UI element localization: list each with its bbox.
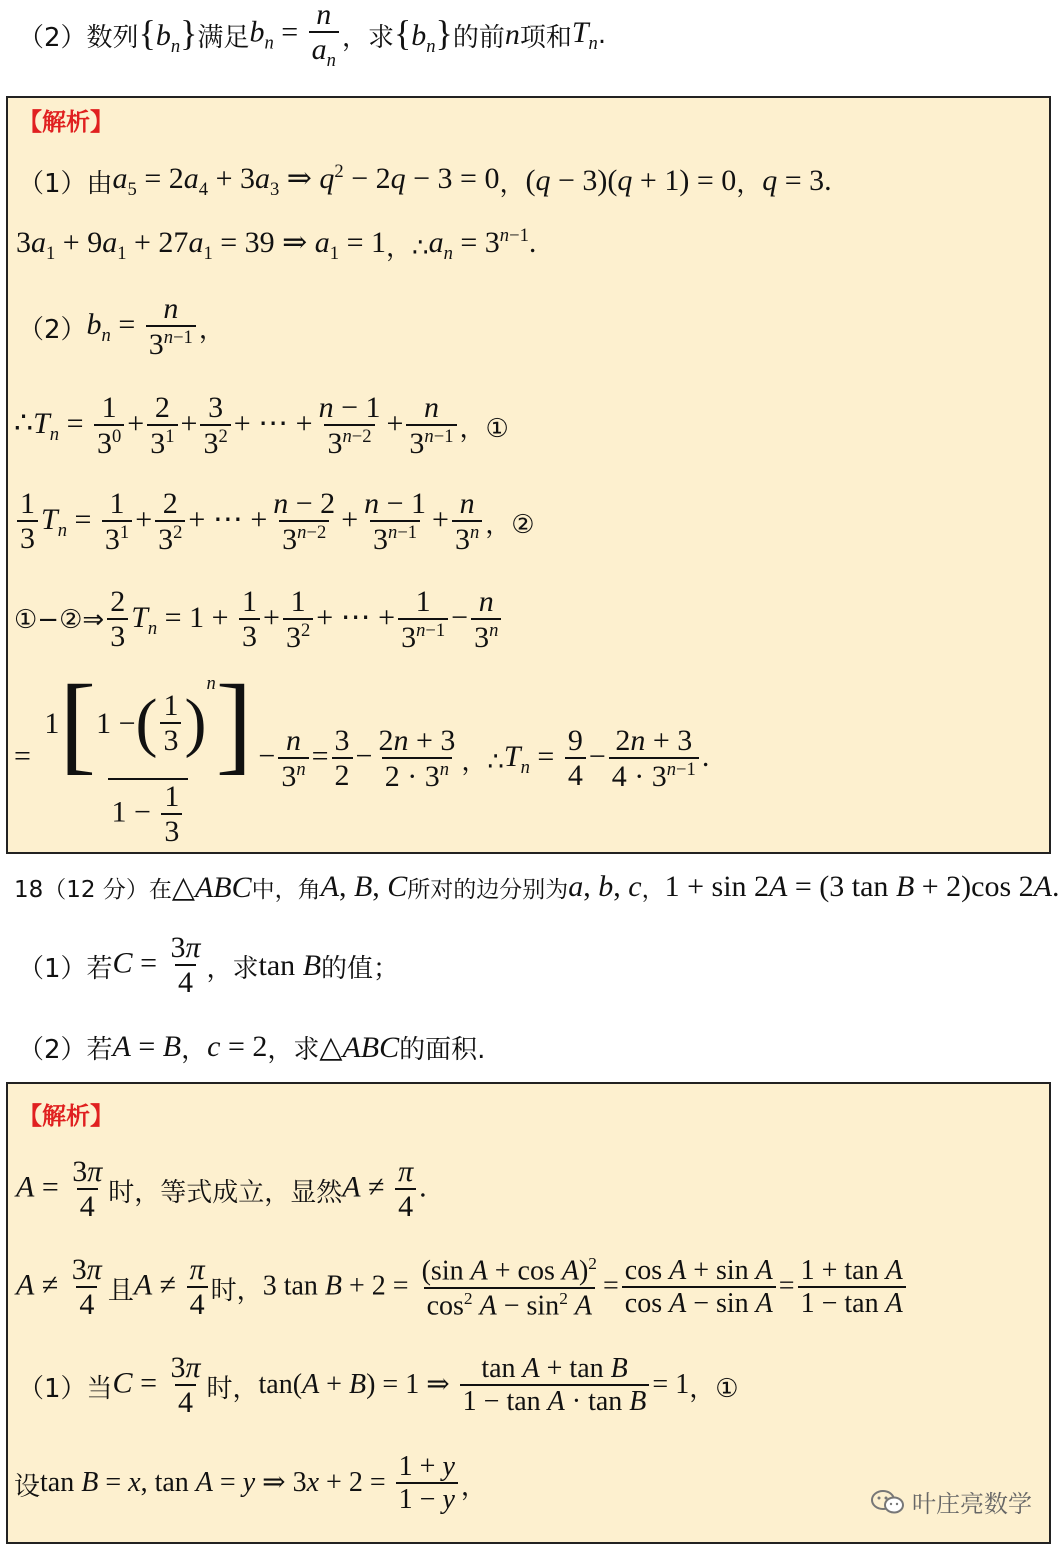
sol1-line-5: [14, 484, 535, 560]
sol1-l3-math: $b_n$ = $\frac{n}{3^{n-1}}$: [87, 292, 199, 363]
wechat-icon: [870, 1488, 906, 1516]
p18-q2-sep2: ，求: [267, 1034, 320, 1065]
sol1-l2-sep: ，∴: [386, 232, 429, 263]
sol1-line-3: [18, 292, 225, 362]
sol2-l3-pre: （1）当: [18, 1373, 113, 1404]
sol2-l4-pre: 设: [14, 1471, 41, 1502]
sol1-line-1: [18, 158, 832, 204]
sol2-l1-math-a: A = $\frac{3\pi}{4}$: [16, 1155, 103, 1224]
q2-text-1: 数列: [86, 22, 139, 53]
sol1-l3-end: ，: [198, 314, 225, 345]
sol2-l1-math-b: A ≠ $\frac{\pi}{4}$ .: [342, 1155, 427, 1224]
sol2-l3-mark: ，①: [689, 1373, 739, 1404]
problem-18-line: [14, 864, 1060, 910]
p18-q1-end: 的值；: [321, 953, 400, 984]
sol1-l1-sep2: ，: [736, 168, 763, 199]
p18-text-d: ，: [641, 876, 665, 903]
sol1-l5-math: $\frac{1}{3}$ $T_n$ = $\frac{1}{3^1}$ + $\frac{2}{3^2}$ + ⋯ + $\frac{n - 2}{3^{n-2}}$ + $\frac{n - 1}{3^{n-1}}$ + $\frac{n}{3^n}$: [14, 487, 485, 558]
p18-text-a: 18（12 分）在: [14, 876, 172, 903]
sol2-line-4: [14, 1446, 487, 1522]
problem-18-q1: [18, 930, 399, 1002]
p18-math-sides: a, b, c: [568, 870, 642, 903]
sol1-l7-math-a: = 1 [ 1 − ( $\frac{1}{3}$ ) $^n$ ] 1 − $\frac{1}{3}$ − $\frac{n}{3^n}$ = $\frac{3}{2}$ − $\frac{2n + 3}{2 \cdot 3^n}$: [14, 662, 456, 849]
q2-math-bn: $\{b_n\}$: [138, 13, 198, 57]
sol1-l4-mark: ，①: [459, 413, 509, 444]
sol2-l4-end: ，: [460, 1471, 487, 1502]
p18-q2-pre: （2）若: [18, 1034, 113, 1065]
solution-title-1: 【解析】: [18, 108, 114, 136]
sol1-line-6: [14, 582, 504, 658]
p18-text-b: 中，角: [251, 876, 321, 903]
q2-text-2: 满足: [197, 22, 250, 53]
sol1-l2-math-b: $a_n = 3^{n-1}$.: [428, 225, 537, 264]
sol2-line-3: [18, 1348, 739, 1424]
sol2-l1-mid: 时，等式成立，显然: [108, 1177, 343, 1208]
sol2-l2-mid2: 时，: [210, 1275, 263, 1306]
sol2-l2-mid1: 且: [107, 1275, 134, 1306]
p18-q2-math-ab: A = B: [112, 1030, 182, 1063]
sol2-l4-math: tan B = x, tan A = y ⇒ 3x + 2 = $\frac{1 + y}{1 - y}$: [40, 1452, 461, 1517]
sol1-line-4: [14, 388, 509, 464]
p18-q1-math-tan: tan B: [258, 949, 322, 982]
sol1-l1-math-a: $a_5 = 2a_4 + 3a_3$ ⇒ $q^2 - 2q - 3 = 0$: [112, 161, 500, 200]
p18-text-c: 所对的边分别为: [407, 876, 569, 903]
problem-18-q2: [18, 1024, 485, 1070]
sol1-l6-math: $\frac{2}{3}$ $T_n = 1$ + $\frac{1}{3}$ + $\frac{1}{3^2}$ + ⋯ + $\frac{1}{3^{n-1}}$ − $\frac{n}{3^n}$: [104, 585, 504, 656]
p18-q1-math-c: C = $\frac{3\pi}{4}$: [112, 931, 201, 1000]
sol1-line-2: [16, 222, 536, 268]
sol2-l2-math-c: 3 tan B + 2 = $\frac{(\sin A + \cos A)^2}{\cos^2 A - \sin^2 A}$ = $\frac{\text{cos A + sin A}}{\text{cos A − sin A}}$ = $\frac{\text{1 + tan A}}{\text{1 − tan A}}$: [263, 1254, 909, 1323]
sol1-l2-math-a: $3a_1 + 9a_1 + 27a_1 = 39$ ⇒ $a_1 = 1$: [16, 226, 387, 264]
sol1-l1-sep1: ，: [499, 168, 526, 199]
watermark-text: 叶庄亮数学: [912, 1490, 1032, 1518]
sol1-l7-math-b: $T_n$ = $\frac{9}{4}$ − $\frac{2n + 3}{4 \cdot 3^{n-1}}$ .: [503, 723, 710, 793]
sol1-line-7: [14, 662, 710, 849]
sol1-l5-mark: ，②: [485, 509, 535, 540]
p18-math-eq: 1 + sin 2A = (3 tan B + 2)cos 2A.: [664, 870, 1060, 903]
sol1-l4-math: $\therefore T_n$ = $\frac{1}{3^0}$ + $\frac{2}{3^1}$ + $\frac{3}{3^2}$ + ⋯ + $\frac{n - 1}{3^{n-2}}$ + $\frac{n}{3^{n-1}}$: [14, 391, 460, 462]
p18-math-tri: △ABC: [171, 870, 252, 904]
sol2-line-1: [16, 1154, 427, 1226]
sol1-l7-sep: ，∴: [461, 746, 504, 777]
p18-q2-end: 的面积.: [399, 1034, 486, 1065]
sol2-l3-mid: 时，: [206, 1373, 259, 1404]
sol2-l2-math-b: A ≠ $\frac{\pi}{4}$: [134, 1253, 211, 1323]
q2-math-bn2: $\{b_n\}$: [393, 13, 453, 57]
sol1-l3-label: （2）: [18, 314, 87, 345]
p18-q1-mid: ，求: [206, 953, 259, 984]
q2-math-n: n: [504, 18, 520, 51]
sol1-l1-math-b: (q − 3)(q + 1) = 0: [525, 164, 737, 197]
sol1-l6-pre: ①−②⇒: [14, 605, 105, 635]
q2-text-6: .: [597, 20, 607, 50]
sol1-l1-math-c: q = 3.: [762, 164, 832, 197]
q2-text-4: 的前: [452, 22, 505, 53]
p18-q2-math-c: c = 2: [207, 1030, 268, 1063]
q2-math-def: $b_n$ = $\frac{n}{a_n}$: [249, 0, 342, 72]
sol2-l3-math-a: C = $\frac{3\pi}{4}$: [112, 1351, 201, 1420]
watermark: [870, 1484, 1032, 1519]
p18-q2-sep1: ，: [181, 1034, 208, 1065]
question-2-line: [18, 0, 606, 70]
p18-math-abc: A, B, C: [320, 870, 408, 903]
sol1-l1-label: （1）由: [18, 168, 113, 199]
q2-label: （2）: [18, 22, 87, 53]
solution-title-2: 【解析】: [18, 1102, 114, 1130]
sol2-l3-math-b: tan(A + B) = 1 ⇒ $\frac{\text{tan A + tan B}}{\text{1 − tan A · tan B}}$ = 1: [258, 1352, 690, 1418]
q2-math-tn: $T_n$: [571, 15, 598, 54]
p18-q2-math-tri: △ABC: [319, 1030, 400, 1064]
sol2-line-2: [16, 1250, 909, 1326]
q2-text-5: 项和: [519, 22, 572, 53]
p18-q1-pre: （1）若: [18, 953, 113, 984]
sol2-l2-math-a: A ≠ $\frac{3\pi}{4}$: [16, 1253, 102, 1322]
q2-text-3: ，求: [341, 22, 394, 53]
